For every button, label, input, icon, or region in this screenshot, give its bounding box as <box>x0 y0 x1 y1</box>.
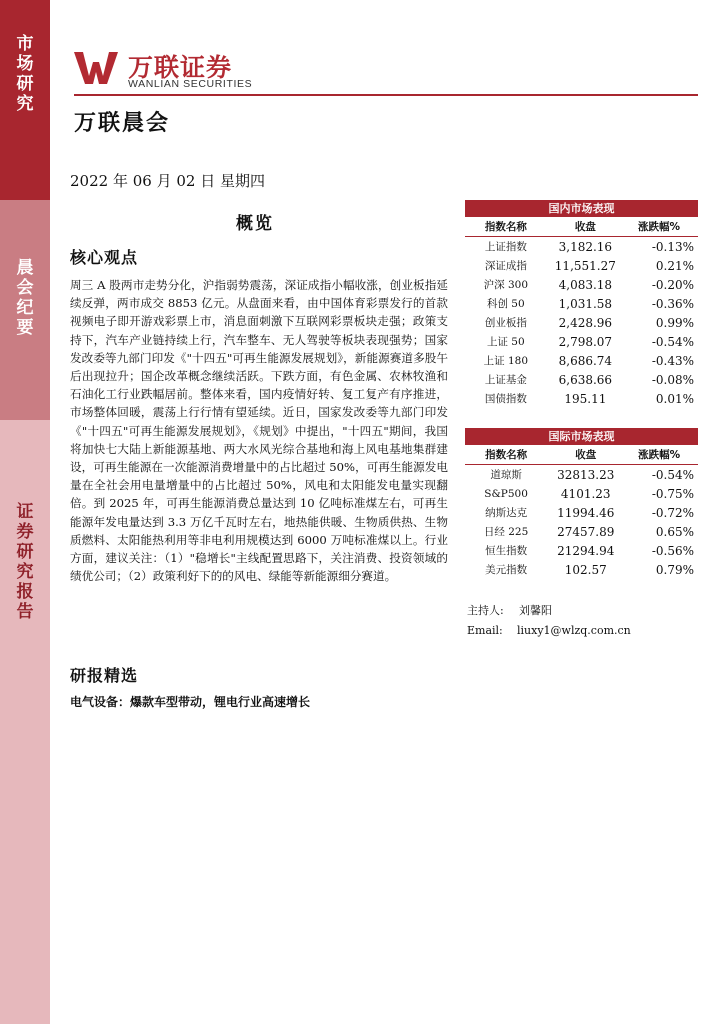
table-row <box>465 484 698 503</box>
close-value: 21294.94 <box>557 543 615 558</box>
index-name: 上证基金 <box>484 374 527 386</box>
table-row <box>465 503 698 522</box>
left-sidebar <box>0 0 50 1024</box>
close-value: 6,638.66 <box>558 372 613 387</box>
index-name: 科创 50 <box>486 298 525 310</box>
change-percent: -0.72% <box>651 505 694 520</box>
research-item-title: 电气设备：爆款车型带动，锂电行业高速增长 <box>70 695 311 709</box>
index-name: 沪深 300 <box>483 279 529 291</box>
sidebar-char: 晨 <box>16 258 34 278</box>
table-header-row <box>465 445 698 465</box>
close-value: 4101.23 <box>560 486 611 501</box>
change-percent: -0.13% <box>651 239 694 254</box>
close-value: 195.11 <box>564 391 607 406</box>
close-value: 11,551.27 <box>554 258 616 273</box>
column-header: 指数名称 <box>465 445 547 465</box>
close-value: 27457.89 <box>557 524 615 539</box>
document-title: 万联晨会 <box>74 110 171 136</box>
company-logo <box>74 48 274 92</box>
email-address-link[interactable]: liuxy1@wlzq.com.cn <box>517 624 631 637</box>
change-percent: -0.20% <box>651 277 694 292</box>
core-view-paragraph: 周三 A 股两市走势分化，沪指弱势震荡，深证成指小幅收涨，创业板指延续反弹，两市成交 8853 亿元。从盘面来看，由中国体育彩票发行的首款视频电子即开游戏彩票上市，消息面刺激下互联网彩票板块走强；政策支持下，汽车产业链持续上行，汽车整车、无人驾驶等板块表现强势；国家发改委等九部门印发《"十四五"可再生能源发展规划》，新能源赛道多股午后出现拉升；国企改革概念继续活跃。下跌方面，有色金属、农林牧渔和石油化工行业跌幅居前。整体来看，国内疫情好转、复工复产有序推进，市场整体回暖，震荡上行行情有望延续。近日，国家发改委等九部门印发《"十四五"可再生能源发展规划》，《规划》中提出，"十四五"期间，我国将加快七大陆上新能源基地、两大水风光综合基地和海上风电基地集群建设，可再生能源在一次能源消费增量中的占比超过 50%，可再生能源发电量在全社会用电量增量中的占比超过 50%，风电和太阳能发电量实现翻倍。到 2025 年，可再生能源消费总量达到 10 亿吨标准煤左右，可再生能源年发电量达到 3.3 万亿千瓦时左右，地热能供暖、生物质供热、生物质燃料、太阳能热利用等非电利用规模达到 6000 万吨标准煤以上。行业方面，建议关注：（1）"稳增长"主线配置思路下，关注消费、投资领域的绩优公司；（2）政策利好下的的风电、绿能等新能源细分赛道。 <box>70 278 448 584</box>
close-value: 2,428.96 <box>558 315 613 330</box>
index-name: 国债指数 <box>484 393 527 405</box>
index-name: 恒生指数 <box>485 545 528 557</box>
email-label: Email: <box>467 624 503 637</box>
table-row <box>465 465 698 485</box>
sidebar-char: 究 <box>16 562 34 582</box>
table-row <box>465 256 698 275</box>
wanlian-logo-icon <box>74 50 118 86</box>
change-percent: -0.08% <box>651 372 694 387</box>
close-value: 1,031.58 <box>558 296 613 311</box>
sidebar-section-market-research <box>0 0 50 200</box>
domestic-market-table <box>465 200 698 408</box>
index-name: 美元指数 <box>485 564 528 576</box>
table-row <box>465 313 698 332</box>
sidebar-char: 研 <box>16 542 34 562</box>
index-name: 道琼斯 <box>490 469 522 481</box>
email-line <box>467 624 631 637</box>
index-name: 上证指数 <box>484 241 527 253</box>
table-row <box>465 351 698 370</box>
table-row <box>465 370 698 389</box>
change-percent: -0.43% <box>651 353 694 368</box>
column-header: 指数名称 <box>465 217 547 237</box>
change-percent: 0.21% <box>655 258 694 273</box>
table-row <box>465 522 698 541</box>
sidebar-char: 券 <box>16 522 34 542</box>
change-percent: 0.79% <box>655 562 694 577</box>
change-percent: -0.54% <box>651 467 694 482</box>
sidebar-char: 报 <box>16 582 34 602</box>
sidebar-char: 证 <box>16 502 34 522</box>
change-percent: -0.75% <box>651 486 694 501</box>
sidebar-section-securities-report <box>0 420 50 1024</box>
index-name: 创业板指 <box>484 317 527 329</box>
close-value: 4,083.18 <box>558 277 613 292</box>
table-row <box>465 275 698 294</box>
table-row <box>465 541 698 560</box>
column-header: 收盘 <box>547 217 624 237</box>
sidebar-char: 纪 <box>16 298 34 318</box>
table-row <box>465 294 698 313</box>
index-name: 纳斯达克 <box>485 507 528 519</box>
index-name: S&P500 <box>484 487 528 500</box>
index-name: 日经 225 <box>483 526 529 538</box>
change-percent: 0.65% <box>655 524 694 539</box>
close-value: 11994.46 <box>557 505 615 520</box>
header-divider <box>74 94 698 96</box>
international-market-table <box>465 428 698 579</box>
table-header-row <box>465 217 698 237</box>
host-label: 主持人: <box>467 604 504 617</box>
research-highlights-heading: 研报精选 <box>70 666 139 685</box>
sidebar-char: 场 <box>16 54 34 74</box>
sidebar-char: 研 <box>16 74 34 94</box>
report-date: 2022 年 06 月 02 日 星期四 <box>70 172 265 190</box>
table-row <box>465 560 698 579</box>
sidebar-char: 要 <box>16 318 34 338</box>
core-view-heading: 核心观点 <box>70 248 139 267</box>
logo-chinese-name: 万联证券 <box>128 53 233 82</box>
index-name: 深证成指 <box>484 260 527 272</box>
column-header: 收盘 <box>547 445 624 465</box>
column-header: 涨跌幅% <box>624 445 698 465</box>
change-percent: 0.99% <box>655 315 694 330</box>
host-name: 刘馨阳 <box>519 604 552 617</box>
close-value: 8,686.74 <box>558 353 613 368</box>
table-caption: 国内市场表现 <box>465 200 698 217</box>
index-name: 上证 180 <box>483 355 529 367</box>
host-line <box>467 602 552 618</box>
sidebar-char: 市 <box>16 34 34 54</box>
overview-heading: 概览 <box>236 214 274 234</box>
change-percent: -0.36% <box>651 296 694 311</box>
column-header: 涨跌幅% <box>624 217 698 237</box>
core-view-body <box>70 276 448 585</box>
table-row <box>465 332 698 351</box>
sidebar-char: 会 <box>16 278 34 298</box>
close-value: 32813.23 <box>557 467 615 482</box>
sidebar-section-morning-summary <box>0 200 50 420</box>
change-percent: -0.56% <box>651 543 694 558</box>
table-caption: 国际市场表现 <box>465 428 698 445</box>
sidebar-char: 告 <box>16 602 34 622</box>
sidebar-char: 究 <box>16 94 34 114</box>
index-name: 上证 50 <box>486 336 525 348</box>
close-value: 2,798.07 <box>558 334 613 349</box>
logo-english-name: WANLIAN SECURITIES <box>128 78 253 90</box>
table-row <box>465 237 698 257</box>
change-percent: -0.54% <box>651 334 694 349</box>
close-value: 3,182.16 <box>558 239 613 254</box>
change-percent: 0.01% <box>655 391 694 406</box>
close-value: 102.57 <box>564 562 607 577</box>
table-row <box>465 389 698 408</box>
